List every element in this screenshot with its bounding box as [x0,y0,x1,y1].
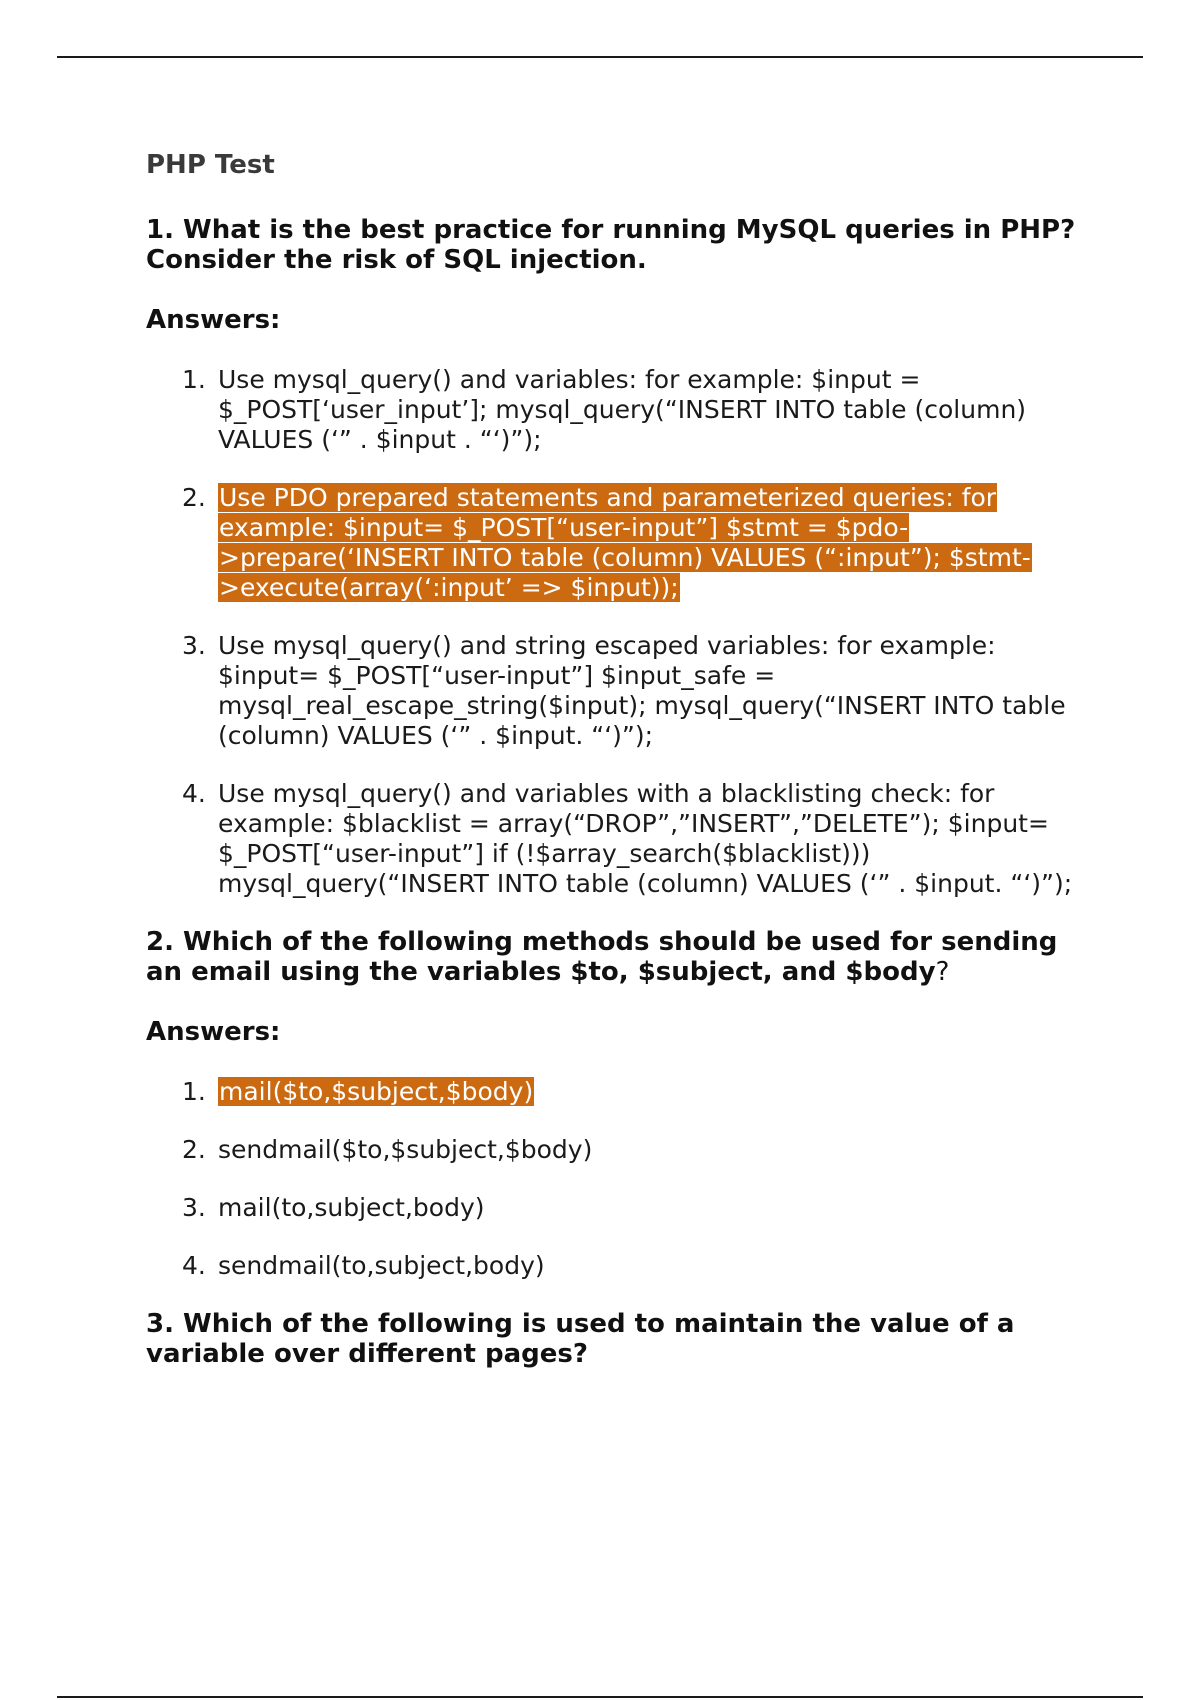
question-2-text: 2. Which of the following methods should be used for sending an email using the variables $to, $subject, and $body [146,927,1058,988]
answer-number: 1. [182,1077,206,1107]
answer-item [146,779,1096,899]
document-title: PHP Test [146,150,275,180]
answer-item [146,365,1096,455]
document-body [146,150,1096,1399]
answer-text: Use mysql_query() and variables with a blacklisting check: for example: $blacklist = array(“DROP”,”INSERT”,”DELETE”); $input= $_POST[“user-input”] if (!$array_search($blacklist))) mysql_query(“INSERT INTO table (column) VALUES (‘” . $input. “‘)”); [218,779,1073,899]
answer-text: sendmail($to,$subject,$body) [218,1135,593,1165]
answer-item [146,1135,1096,1165]
question-3-text: 3. Which of the following is used to maintain the value of a variable over different pages? [146,1309,1015,1370]
answer-text: mail(to,subject,body) [218,1193,485,1223]
answer-list-2 [146,1077,1096,1281]
answer-text: sendmail(to,subject,body) [218,1251,545,1281]
answer-number: 3. [182,1193,206,1223]
answers-label-1: Answers: [146,305,281,336]
answer-item [146,631,1096,751]
answers-label-2: Answers: [146,1017,281,1048]
answer-text-highlighted: Use PDO prepared statements and parameterized queries: for example: $input= $_POST[“user-input”] $stmt = $pdo->prepare(‘INSERT INTO table (column) VALUES (“:input”); $stmt->execute(array(‘:input’ => $input)); [219,483,1031,603]
answer-text-highlighted: mail($to,$subject,$body) [219,1077,534,1107]
question-1-text: 1. What is the best practice for running MySQL queries in PHP? Consider the risk of SQL injection. [146,215,1076,276]
answer-text: Use mysql_query() and variables: for example: $input = $_POST[‘user_input’]; mysql_query(“INSERT INTO table (column) VALUES (‘” . $input . “‘)”); [218,365,1027,455]
answer-item-highlighted [146,483,1096,603]
answer-item [146,1251,1096,1281]
answer-item-highlighted [146,1077,1096,1107]
answer-number: 4. [182,779,206,809]
answer-number: 2. [182,483,206,513]
bottom-rule [57,1696,1143,1698]
answer-list-1 [146,365,1096,899]
answer-number: 2. [182,1135,206,1165]
top-rule [57,56,1143,58]
answer-number: 1. [182,365,206,395]
question-1 [146,215,1096,275]
answer-text: Use mysql_query() and string escaped variables: for example: $input= $_POST[“user-input”] $input_safe = mysql_real_escape_string($input); mysql_query(“INSERT INTO table (column) VALUES (‘” . $input. “‘)”); [218,631,1066,751]
question-2-tail: ? [935,957,950,988]
answer-item [146,1193,1096,1223]
answer-number: 3. [182,631,206,661]
question-2 [146,927,1096,987]
question-3 [146,1309,1096,1369]
answer-number: 4. [182,1251,206,1281]
